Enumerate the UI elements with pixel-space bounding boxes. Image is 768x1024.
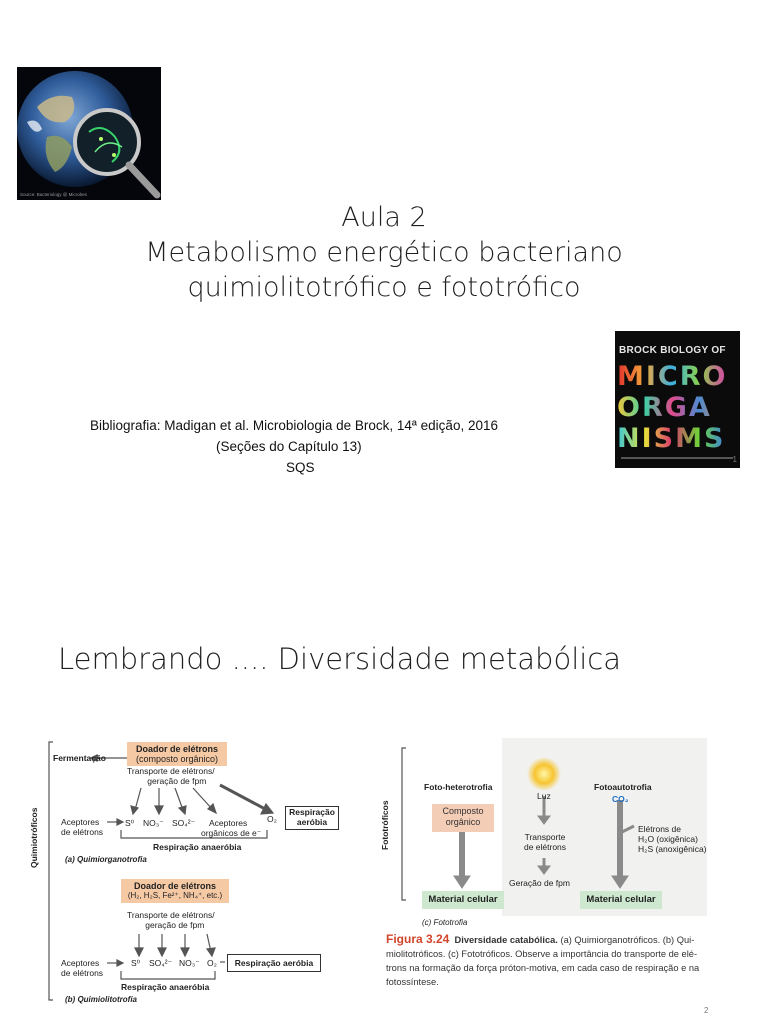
- bibliography: Bibliografia: Madigan et al. Microbiologia de Brock, 14ª edição, 2016: [90, 418, 498, 433]
- transport-b-line-2: geração de fpm: [145, 920, 205, 930]
- left-figure-chemotrophs: [29, 738, 345, 1008]
- page-number: 2: [704, 1006, 709, 1015]
- title-line-3: quimiolitotrófico e fototrófico: [187, 272, 581, 303]
- acceptor-organic-a: [201, 818, 262, 838]
- image-credit: Source: Bacteriology @ Microbes: [20, 192, 87, 197]
- cell-material-box-right: Material celular: [580, 891, 662, 909]
- slide-title: [0, 200, 768, 305]
- caption-b: (b) Quimiolitotrofia: [65, 995, 137, 1004]
- figure-label: Figura 3.24: [386, 932, 450, 946]
- book-title-row-3: NISMS: [617, 423, 727, 454]
- acceptor-so4-a: SO₄²⁻: [172, 818, 196, 828]
- anaerobic-respiration-a: Respiração anaeróbia: [153, 842, 242, 852]
- light-label: Luz: [537, 791, 551, 801]
- acceptor-no3-b: NO₃⁻: [179, 958, 200, 968]
- co2-label: CO₂: [612, 794, 629, 804]
- book-title-row-2: ORGA: [617, 392, 727, 423]
- acceptors-label-a-line-2: de elétrons: [61, 827, 104, 837]
- photoautotrophy-label: Fotoautotrofia: [594, 782, 652, 792]
- pmf-generation-label: Geração de fpm: [509, 878, 570, 888]
- caption-c: (c) Fototrofia: [422, 918, 468, 927]
- acceptor-s0-b: S⁰: [131, 958, 141, 968]
- acceptors-label-b-line-1: Aceptores: [61, 958, 100, 968]
- acceptors-label-b: [61, 958, 103, 978]
- acceptor-o2-a: O₂: [267, 814, 277, 824]
- chapter-sections: (Seções do Capítulo 13): [216, 439, 362, 454]
- chemotrophs-side-label: Quimiotróficos: [29, 807, 39, 868]
- transport-b-line-1: Transporte de elétrons/: [127, 910, 215, 920]
- donor-a-subtitle: (composto orgânico): [135, 754, 219, 764]
- book-authors-line: [621, 457, 733, 459]
- figure-title: Diversidade catabólica.: [454, 935, 558, 945]
- caption-line-2: miolitotróficos. (c) Fototróficos. Observe a importância do transporte de elé-: [386, 949, 698, 959]
- acceptors-label-b-line-2: de elétrons: [61, 968, 104, 978]
- organic-compound-line-1: Composto: [442, 806, 484, 816]
- caption-line-1: (a) Quimiorganotróficos. (b) Qui-: [560, 935, 695, 945]
- transport-line-2: de elétrons: [523, 842, 567, 852]
- aerobic-respiration-box-a: [285, 806, 339, 830]
- acceptor-o2-b: O₂: [207, 958, 217, 968]
- electrons-line-3: H₂S (anoxigênica): [638, 844, 707, 854]
- title-line-2: Metabolismo energético bacteriano: [145, 237, 623, 268]
- aerobic-a-line-1: Respiração: [289, 807, 335, 817]
- aerobic-respiration-box-b: Respiração aeróbia: [227, 954, 321, 972]
- author-initials: SQS: [286, 460, 315, 475]
- phototrophs-side-label: Fototróficos: [380, 800, 390, 850]
- acceptor-so4-b: SO₄²⁻: [149, 958, 173, 968]
- earth-magnifier-image: [17, 67, 161, 200]
- donor-a-title: Doador de elétrons: [135, 744, 218, 754]
- electron-donor-box-b: [121, 879, 229, 903]
- fermentation-label: Fermentação: [53, 753, 106, 763]
- brock-book-cover: [615, 331, 740, 468]
- organic-compound-box: [432, 804, 494, 832]
- book-header: BROCK BIOLOGY OF: [619, 345, 726, 356]
- transport-b: [127, 910, 215, 930]
- transport-line-1: Transporte: [524, 832, 566, 842]
- organic-acceptor-line-1: Aceptores: [209, 818, 248, 828]
- anaerobic-respiration-b: Respiração anaeróbia: [121, 982, 210, 992]
- organic-acceptor-line-2: orgânicos de e⁻: [201, 828, 262, 838]
- acceptor-no3-a: NO₃⁻: [143, 818, 164, 828]
- sun-icon: [527, 757, 561, 791]
- aerobic-a-line-2: aeróbia: [296, 817, 328, 827]
- transport-a: [127, 766, 215, 786]
- electrons-line-2: H₂O (oxigênica): [638, 834, 698, 844]
- acceptors-label-a-line-1: Aceptores: [61, 817, 100, 827]
- figure-caption: [386, 932, 726, 989]
- caption-line-4: fotossíntese.: [386, 977, 439, 987]
- donor-b-subtitle: (H₂, H₂S, Fe²⁺, NH₄⁺, etc.): [127, 891, 223, 900]
- right-figure-phototrophs: [380, 738, 724, 1000]
- caption-line-3: trons na formação da força próton-motiva, em cada caso de respiração e na: [386, 963, 700, 973]
- acceptors-label-a: [61, 817, 103, 837]
- transport-label: [520, 832, 570, 852]
- transport-a-line-2: geração de fpm: [147, 776, 207, 786]
- cell-material-box-left: Material celular: [422, 891, 504, 909]
- photoheterotrophy-label: Foto-heterotrofia: [424, 782, 493, 792]
- book-page-mark: 1: [732, 455, 737, 464]
- electrons-line-1: Elétrons de: [638, 824, 681, 834]
- acceptor-s0-a: S⁰: [125, 818, 135, 828]
- transport-a-line-1: Transporte de elétrons/: [127, 766, 215, 776]
- donor-b-title: Doador de elétrons: [133, 881, 216, 891]
- electrons-from-label: [638, 824, 707, 854]
- slide2-heading: Lembrando .... Diversidade metabólica: [58, 642, 622, 676]
- book-title-row-1: MICRO: [617, 361, 728, 392]
- title-line-1: Aula 2: [341, 202, 427, 233]
- electron-donor-box-a: [127, 742, 227, 766]
- caption-a: (a) Quimiorganotrofia: [65, 855, 147, 864]
- organic-compound-line-2: orgânico: [445, 817, 481, 827]
